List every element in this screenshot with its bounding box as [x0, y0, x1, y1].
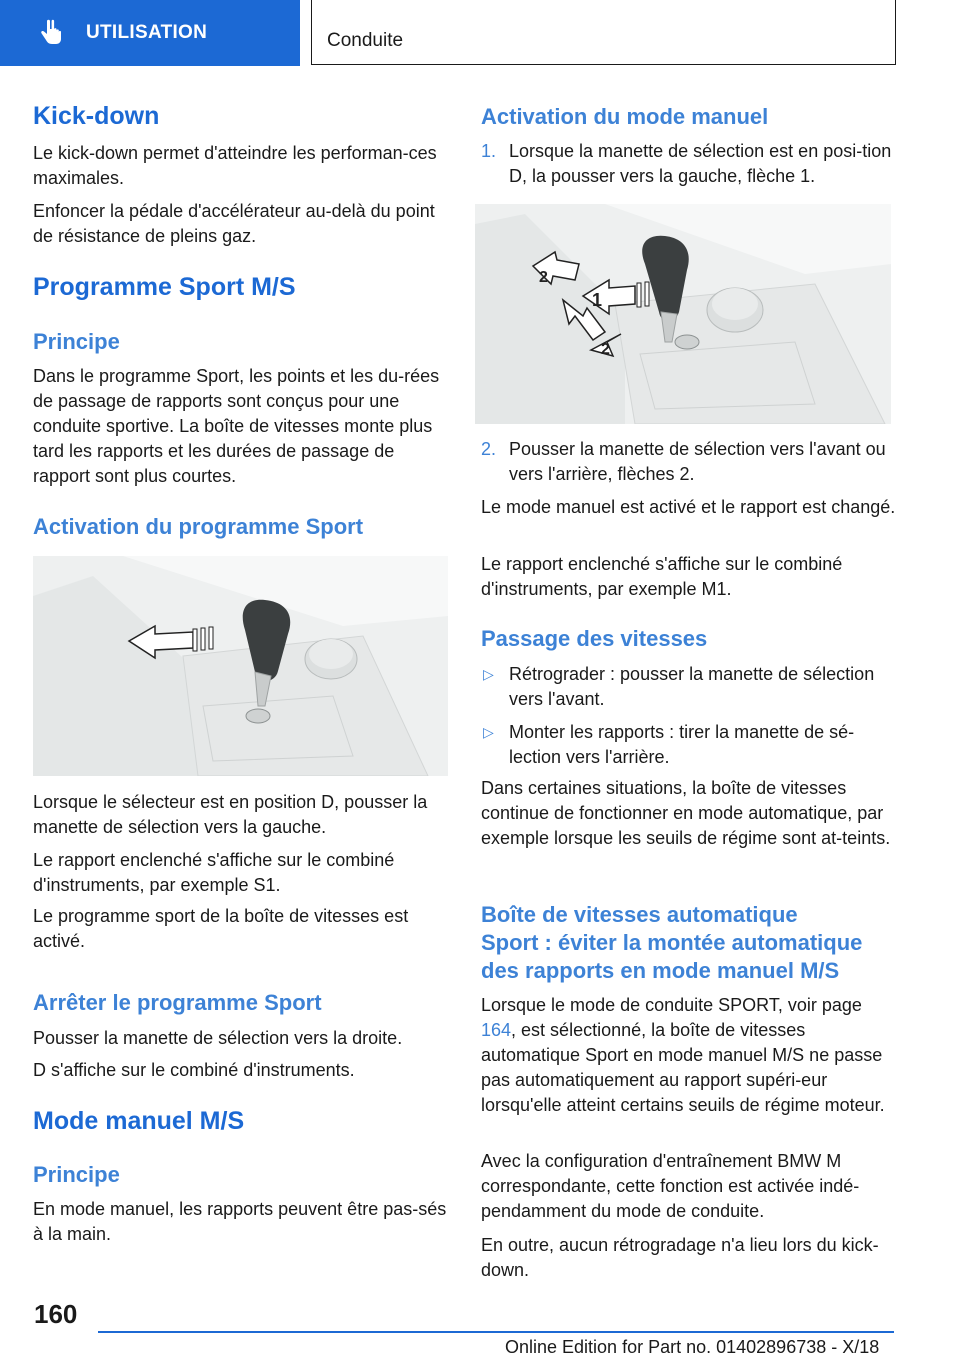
sport-auto-heading-line-1: Boîte de vitesses automatique	[481, 902, 798, 927]
sport-selector-illustration	[33, 556, 448, 776]
sport-stop-text-1: Pousser la manette de sélection vers la droite.	[33, 1028, 403, 1048]
sport-auto-heading-line-2: Sport : éviter la montée automatique	[481, 930, 863, 955]
sport-activation-text-1: Lorsque le sélecteur est en position D, pousser la manette de sélection vers la gauche.	[33, 792, 428, 837]
edition-note: Online Edition for Part no. 01402896738 - X/18	[505, 1337, 880, 1357]
step-1-text: Lorsque la manette de sélection est en posi-tion D, la pousser vers la gauche, flèche 1.	[509, 141, 892, 186]
chapter-tab[interactable]	[311, 0, 896, 65]
bullet-triangle-icon: ▷	[483, 666, 494, 682]
page-link-164[interactable]: 164	[481, 1020, 512, 1040]
arrow-label-2-back: 2	[601, 341, 610, 358]
gear-shift-heading: Passage des vitesses	[481, 626, 708, 651]
sport-auto-paragraph-1-end: , est sélectionné, la boîte de vitesses automatique Sport en mode manuel M/S ne passe pas automatiquement au rapport supéri-eur lorsqu'elle atteint certains seuils de régime moteur.	[481, 1020, 885, 1115]
upshift-text: Monter les rapports : tirer la manette de sé-lection vers l'arrière.	[509, 722, 855, 767]
manual-active-text: Le mode manuel est activé et le rapport est changé.	[481, 497, 896, 517]
step-1-number: 1.	[481, 141, 497, 161]
hand-pointer-icon	[36, 18, 66, 48]
manual-principle-heading: Principe	[33, 1162, 120, 1187]
arrow-label-2-forward: 2	[539, 269, 548, 286]
manual-gear-display-text: Le rapport enclenché s'affiche sur le combiné d'instruments, par exemple M1.	[481, 554, 843, 599]
step-2-number: 2.	[481, 439, 497, 459]
sport-activation-heading: Activation du programme Sport	[33, 514, 364, 539]
manual-mode-heading: Mode manuel M/S	[33, 1107, 245, 1135]
sport-auto-paragraph-1-start: Lorsque le mode de conduite SPORT, voir page	[481, 995, 862, 1015]
manual-principle-text: En mode manuel, les rapports peuvent être pas-sés à la main.	[33, 1199, 447, 1244]
sport-auto-heading-line-3: des rapports en mode manuel M/S	[481, 958, 840, 983]
kickdown-paragraph-1: Le kick-down permet d'atteindre les performan-ces maximales.	[33, 143, 437, 188]
downshift-text: Rétrograder : pousser la manette de sélection vers l'avant.	[509, 664, 875, 709]
section-label: UTILISATION	[86, 22, 208, 43]
bullet-triangle-icon: ▷	[483, 724, 494, 740]
step-2-text: Pousser la manette de sélection vers l'avant ou vers l'arrière, flèches 2.	[509, 439, 886, 484]
page-header	[0, 0, 960, 66]
sport-auto-paragraph-3: En outre, aucun rétrogradage n'a lieu lors du kick-down.	[481, 1235, 879, 1280]
sport-principle-heading: Principe	[33, 329, 120, 354]
page-number: 160	[34, 1299, 78, 1329]
sport-activation-text-3: Le programme sport de la boîte de vitesses est activé.	[33, 906, 409, 951]
manual-selector-illustration	[475, 204, 891, 424]
sport-auto-paragraph-2: Avec la configuration d'entraînement BMW M correspondante, cette fonction est activée indé-pendamment du mode de conduite.	[481, 1151, 860, 1221]
sport-principle-text: Dans le programme Sport, les points et les du-rées de passage de rapports sont conçus pour une conduite sportive. La boîte de vitesses monte plus tard les rapports et les durées de passage de rapport sont plus courtes.	[33, 366, 440, 486]
auto-fallback-text: Dans certaines situations, la boîte de vitesses continue de fonctionner en mode automatique, par exemple lorsque les seuils de régime sont at-teints.	[481, 778, 891, 848]
kickdown-paragraph-2: Enfoncer la pédale d'accélérateur au-delà du point de résistance de pleins gaz.	[33, 201, 435, 246]
manual-activation-heading: Activation du mode manuel	[481, 104, 769, 129]
chapter-label: Conduite	[327, 30, 404, 51]
sport-program-heading: Programme Sport M/S	[33, 273, 296, 301]
sport-auto-paragraph-1	[481, 993, 896, 1118]
sport-activation-text-2: Le rapport enclenché s'affiche sur le combiné d'instruments, par exemple S1.	[33, 850, 395, 895]
sport-stop-heading: Arrêter le programme Sport	[33, 990, 322, 1015]
section-tab[interactable]	[0, 0, 300, 66]
arrow-label-1: 1	[592, 290, 603, 310]
kickdown-heading: Kick-down	[33, 102, 160, 130]
sport-stop-text-2: D s'affiche sur le combiné d'instruments.	[33, 1060, 355, 1080]
footer-divider	[98, 1331, 894, 1333]
